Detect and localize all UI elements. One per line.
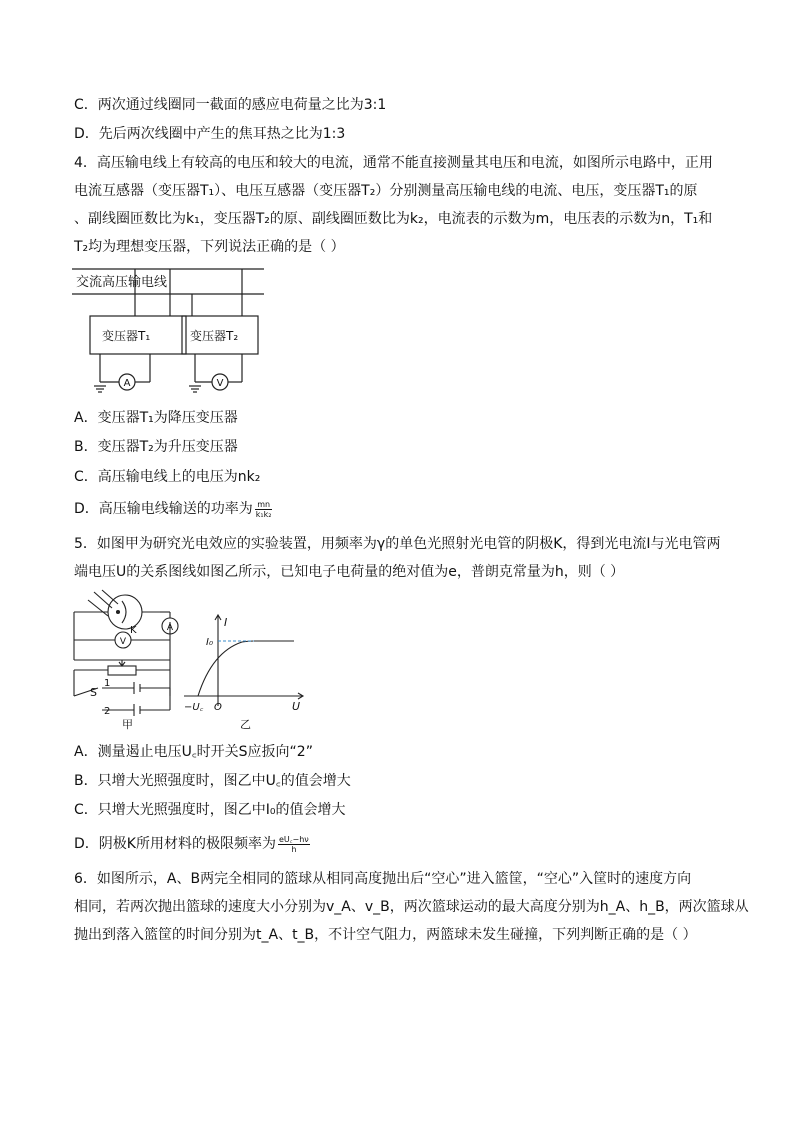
q4-option-d-denominator: k₁k₂: [255, 509, 272, 519]
q4-option-d-numerator: mn: [255, 500, 273, 510]
q5-option-b: B．只增大光照强度时，图乙中U꜀的值会增大: [74, 773, 351, 789]
q3-option-c: C．两次通过线圈同一截面的感应电荷量之比为3:1: [74, 97, 387, 113]
q6-stem-line-1: 6．如图所示，A、B两完全相同的篮球从相同高度抛出后“空心”进入篮筐，“空心”入筐时的速度方向: [74, 871, 692, 887]
figure-b-caption: 乙: [240, 718, 251, 730]
q4-option-c: C．高压输电线上的电压为nk₂: [74, 469, 261, 485]
cathode-k-label: K: [130, 625, 137, 636]
q5-option-a: A．测量遏止电压U꜀时开关S应扳向“2”: [74, 744, 313, 760]
t1-label: 变压器T₁: [102, 329, 151, 343]
q6-stem-line-3: 抛出到落入篮筐的时间分别为t_A、t_B，不计空气阻力，两篮球未发生碰撞，下列判断正确的是（ ）: [74, 927, 697, 943]
q4-option-d-fraction: [255, 500, 273, 519]
q4-stem-line-3: 、副线圈匝数比为k₁，变压器T₂的原、副线圈匝数比为k₂，电流表的示数为m，电压表的示数为n，T₁和: [74, 211, 713, 227]
stopping-voltage-label: −U꜀: [184, 702, 204, 713]
q3-option-d: D．先后两次线圈中产生的焦耳热之比为1:3: [74, 126, 346, 142]
current-axis-label: I: [224, 616, 228, 629]
q5-option-d-numerator: eU꜀−hν: [278, 834, 309, 844]
q4-stem-line-4: T₂均为理想变压器，下列说法正确的是（ ）: [74, 239, 345, 255]
switch-position-1: 1: [104, 678, 111, 689]
q5-option-c: C．只增大光照强度时，图乙中I₀的值会增大: [74, 802, 346, 818]
q4-option-a: A．变压器T₁为降压变压器: [74, 410, 238, 426]
q5-iv-curve-figure: [182, 612, 312, 730]
origin-label: O: [214, 702, 222, 713]
q4-option-d-text: D．高压输电线输送的功率为: [74, 501, 253, 517]
q5-option-d-text: D．阴极K所用材料的极限频率为: [74, 836, 276, 852]
figure-a-caption: 甲: [122, 718, 133, 730]
voltage-axis-label: U: [292, 700, 301, 713]
q5-stem-line-2: 端电压U的关系图线如图乙所示，已知电子电荷量的绝对值为e，普朗克常量为h，则（ ）: [74, 564, 625, 580]
switch-position-2: 2: [104, 706, 111, 717]
voltmeter-icon: V: [119, 637, 127, 647]
q5-option-d-fraction: [278, 835, 310, 854]
q4-option-d: [74, 499, 274, 519]
q5-photoelectric-apparatus-figure: [70, 588, 190, 730]
switch-s-label: S: [90, 686, 97, 699]
t2-label: 变压器T₂: [190, 329, 239, 343]
voltmeter-icon: V: [216, 378, 224, 389]
ammeter-icon: A: [123, 378, 131, 389]
power-line-label: 交流高压输电线: [76, 275, 168, 290]
q6-stem-line-2: 相同，若两次抛出篮球的速度大小分别为v_A、v_B，两次篮球运动的最大高度分别为h_A、h_B，两次篮球从: [74, 899, 749, 915]
ammeter-icon: A: [166, 623, 174, 633]
q5-option-d: [74, 834, 312, 854]
q4-stem-line-1: 4．高压输电线上有较高的电压和较大的电流，通常不能直接测量其电压和电流，如图所示电路中，正用: [74, 155, 713, 171]
q4-transformer-figure: [72, 264, 272, 404]
q5-stem-line-1: 5．如图甲为研究光电效应的实验装置，用频率为γ的单色光照射光电管的阴极K，得到光电流I与光电管两: [74, 536, 721, 552]
q4-option-b: B．变压器T₂为升压变压器: [74, 439, 238, 455]
q4-stem-line-2: 电流互感器（变压器T₁）、电压互感器（变压器T₂）分别测量高压输电线的电流、电压，变压器T₁的原: [74, 183, 698, 199]
q5-option-d-denominator: h: [291, 844, 297, 854]
saturation-current-label: I₀: [206, 637, 213, 648]
